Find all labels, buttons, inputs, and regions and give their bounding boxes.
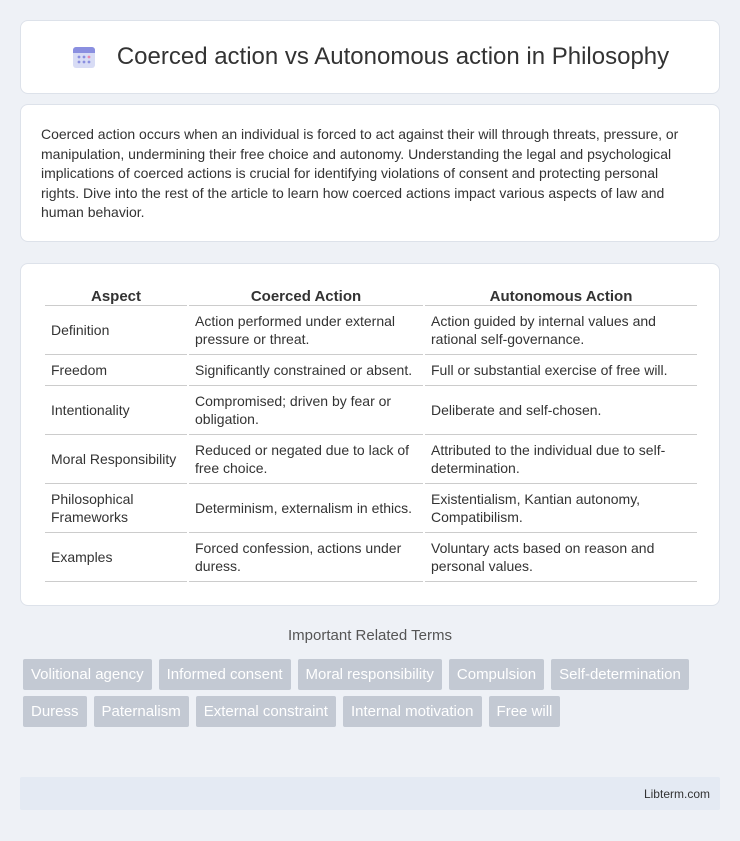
term-tag[interactable]: Compulsion — [449, 659, 544, 690]
cell-aspect: Definition — [45, 306, 187, 355]
cell-coerced: Forced confession, actions under duress. — [189, 533, 423, 582]
intro-card — [20, 104, 720, 242]
footer — [20, 777, 720, 810]
cell-autonomous: Deliberate and self-chosen. — [425, 386, 697, 435]
cell-aspect: Philosophical Frameworks — [45, 484, 187, 533]
table-row — [45, 386, 697, 435]
cell-aspect: Intentionality — [45, 386, 187, 435]
table-row — [45, 355, 697, 386]
cell-aspect: Freedom — [45, 355, 187, 386]
term-tag[interactable]: Moral responsibility — [298, 659, 442, 690]
cell-coerced: Compromised; driven by fear or obligation. — [189, 386, 423, 435]
cell-autonomous: Action guided by internal values and rational self-governance. — [425, 306, 697, 355]
table-row — [45, 533, 697, 582]
term-tag[interactable]: Self-determination — [551, 659, 689, 690]
column-header-autonomous: Autonomous Action — [425, 284, 697, 306]
cell-coerced: Significantly constrained or absent. — [189, 355, 423, 386]
term-tag[interactable]: Duress — [23, 696, 87, 727]
calendar-icon — [71, 44, 97, 70]
comparison-card — [20, 263, 720, 606]
related-terms-title: Important Related Terms — [288, 627, 452, 644]
term-tag[interactable]: Internal motivation — [343, 696, 482, 727]
page-title: Coerced action vs Autonomous action in Philosophy — [116, 43, 670, 70]
related-terms-list — [23, 659, 703, 727]
table-row — [45, 484, 697, 533]
cell-aspect: Examples — [45, 533, 187, 582]
cell-autonomous: Existentialism, Kantian autonomy, Compatibilism. — [425, 484, 697, 533]
column-header-aspect: Aspect — [45, 284, 187, 306]
cell-autonomous: Full or substantial exercise of free will. — [425, 355, 697, 386]
cell-coerced: Determinism, externalism in ethics. — [189, 484, 423, 533]
comparison-table — [43, 284, 699, 582]
term-tag[interactable]: External constraint — [196, 696, 336, 727]
term-tag[interactable]: Paternalism — [94, 696, 189, 727]
term-tag[interactable]: Free will — [489, 696, 561, 727]
header-card — [20, 20, 720, 94]
intro-text: Coerced action occurs when an individual is forced to act against their will through threats, pressure, or manipulation, undermining their free choice and autonomy. Understanding the legal and psychological implications of coerced actions is crucial for identifying violations of consent and protecting personal rights. Dive into the rest of the article to learn how coerced actions impact various aspects of law and human behavior. — [41, 126, 679, 220]
table-row — [45, 306, 697, 355]
cell-autonomous: Attributed to the individual due to self-determination. — [425, 435, 697, 484]
cell-autonomous: Voluntary acts based on reason and personal values. — [425, 533, 697, 582]
term-tag[interactable]: Informed consent — [159, 659, 291, 690]
cell-coerced: Action performed under external pressure or threat. — [189, 306, 423, 355]
column-header-coerced: Coerced Action — [189, 284, 423, 306]
term-tag[interactable]: Volitional agency — [23, 659, 152, 690]
cell-aspect: Moral Responsibility — [45, 435, 187, 484]
cell-coerced: Reduced or negated due to lack of free choice. — [189, 435, 423, 484]
table-row — [45, 435, 697, 484]
footer-site-link[interactable]: Libterm.com — [643, 786, 710, 801]
